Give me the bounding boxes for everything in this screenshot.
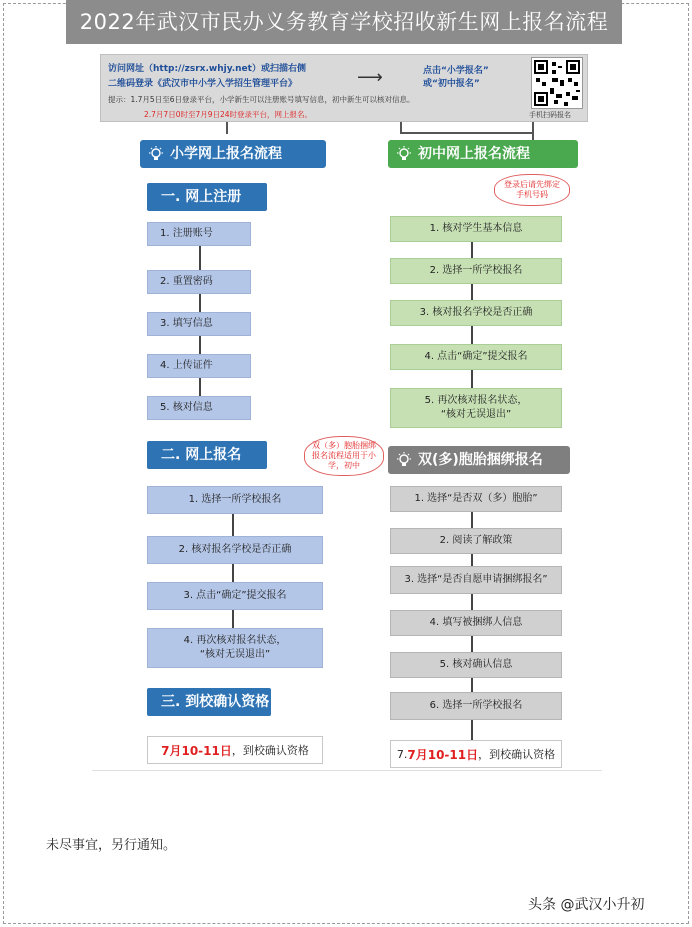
twins-confirm-date: 7月10-11日 <box>407 747 479 762</box>
info-box <box>100 54 588 122</box>
twins-note-bubble: 双（多）胞胎捆绑报名流程适用于小学，初中 <box>304 436 384 476</box>
primary-lane-label: 小学网上报名流程 <box>170 146 282 162</box>
section-online-apply: 二. 网上报名 <box>147 441 267 469</box>
step-select-bundle: 3. 选择“是否自愿申请捆绑报名” <box>390 566 562 594</box>
twins-confirm-prefix: 7. <box>396 747 408 761</box>
step-choose-school-twins: 6. 选择一所学校报名 <box>390 692 562 720</box>
divider <box>92 770 602 771</box>
step-upload-documents: 4. 上传证件 <box>147 354 251 378</box>
step-verify-info: 5. 核对信息 <box>147 396 251 420</box>
step-recheck-status <box>147 628 323 668</box>
connector-line <box>532 122 534 140</box>
login-note-bubble: 登录后请先绑定手机号码 <box>494 174 570 206</box>
step-choose-school-middle: 2. 选择一所学校报名 <box>390 258 562 284</box>
registration-time-text: 2.7月7日0时至7月9日24时登录平台，网上报名。 <box>144 110 313 119</box>
lightbulb-icon <box>396 146 412 162</box>
lightbulb-icon <box>396 452 412 468</box>
right-arrow-icon: ⟶ <box>357 67 383 88</box>
qr-code-icon <box>531 57 583 109</box>
step-confirm-info: 5. 核对确认信息 <box>390 652 562 678</box>
step-submit-middle: 4. 点击“确定”提交报名 <box>390 344 562 370</box>
page-title: 2022年武汉市民办义务教育学校招收新生网上报名流程 <box>66 0 622 44</box>
step-reset-password: 2. 重置密码 <box>147 270 251 294</box>
watermark: 头条 @武汉小升初 <box>528 897 645 913</box>
twins-confirm-text: ，到校确认资格 <box>478 748 556 761</box>
section-confirm-at-school: 三. 到校确认资格 <box>147 688 271 716</box>
primary-school-lane-title <box>140 140 326 168</box>
click-instruction-line1: 点击“小学报名” <box>423 66 489 76</box>
step-verify-school: 2. 核对报名学校是否正确 <box>147 536 323 564</box>
visit-instruction-line2: 二维码登录《武汉市中小学入学招生管理平台》 <box>108 79 298 89</box>
visit-instruction-line1: 访问网址（http://zsrx.whjy.net）或扫描右侧 <box>108 64 306 74</box>
step-register-account: 1. 注册账号 <box>147 222 251 246</box>
middle-school-lane-title <box>388 140 578 168</box>
twins-lane-title <box>388 446 570 474</box>
step-fill-bundled-info: 4. 填写被捆绑人信息 <box>390 610 562 636</box>
primary-confirm-text: ，到校确认资格 <box>231 744 309 757</box>
qr-code-label: 手机扫码报名 <box>529 111 571 119</box>
step-read-policy: 2. 阅读了解政策 <box>390 528 562 554</box>
step-fill-info: 3. 填写信息 <box>147 312 251 336</box>
connector-line <box>226 122 228 134</box>
connector-line <box>400 132 534 134</box>
section-online-register: 一. 网上注册 <box>147 183 267 211</box>
flow-diagram <box>92 52 602 770</box>
recheck-middle-line1: 5. 再次核对报名状态， <box>424 395 528 406</box>
footer-note: 未尽事宜，另行通知。 <box>46 838 177 853</box>
twins-confirm-box <box>390 740 562 768</box>
middle-lane-label: 初中网上报名流程 <box>418 146 530 162</box>
step-recheck-middle <box>390 388 562 428</box>
tip-text: 提示：1.7月5日至6日登录平台，小学新生可以注册账号填写信息，初中新生可以核对信息。 <box>108 95 415 104</box>
recheck-status-line1: 4. 再次核对报名状态， <box>183 635 287 646</box>
twins-lane-label: 双(多)胞胎捆绑报名 <box>418 452 543 468</box>
step-select-twins: 1. 选择“是否双（多）胞胎” <box>390 486 562 512</box>
step-verify-student-info: 1. 核对学生基本信息 <box>390 216 562 242</box>
primary-confirm-box <box>147 736 323 764</box>
primary-confirm-date: 7月10-11日 <box>161 743 232 758</box>
lightbulb-icon <box>148 146 164 162</box>
recheck-status-line2: “核对无误退出” <box>199 649 271 660</box>
step-choose-school: 1. 选择一所学校报名 <box>147 486 323 514</box>
click-instruction-line2: 或“初中报名” <box>423 79 480 89</box>
step-verify-school-middle: 3. 核对报名学校是否正确 <box>390 300 562 326</box>
recheck-middle-line2: “核对无误退出” <box>440 409 512 420</box>
step-submit-application: 3. 点击“确定”提交报名 <box>147 582 323 610</box>
